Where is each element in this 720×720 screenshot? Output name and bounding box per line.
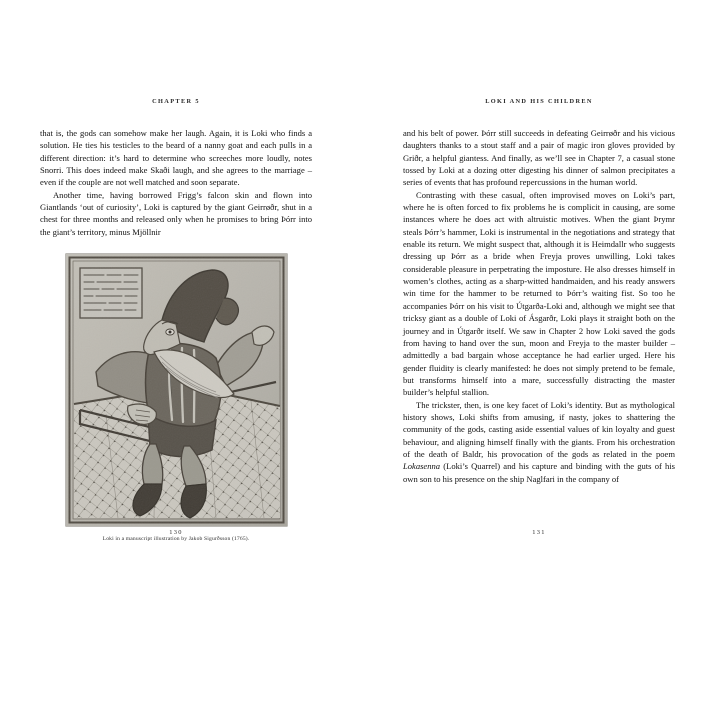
figure-caption: Loki in a manuscript illustration by Jakob Sigurðsson (1765). [102, 536, 250, 543]
folio-right: 131 [532, 529, 546, 536]
paragraph: that is, the gods can somehow make her laugh. Again, it is Loki who finds a solution. He ties his testicles to the beard of a nanny goat and each pulls in a different direction: it’s hard to determine who screeches more loudly, notes Snorri. This does indeed make Skaði laugh, and she agrees to the marriage – even if the couple are not well matched and soon separate. [40, 128, 312, 188]
figure-loki-illustration [40, 254, 312, 543]
left-page-body [40, 127, 312, 238]
illustration-image [66, 254, 287, 526]
running-head-right: LOKI AND HIS CHILDREN [485, 98, 593, 105]
text-after-title: (Loki’s Quarrel) and his capture and binding with the guts of his own son to his presence on the ship Naglfari in the company of [403, 461, 675, 484]
right-page-body [403, 127, 675, 485]
folio-left: 130 [169, 529, 183, 536]
paragraph: Contrasting with these casual, often improvised moves on Loki’s part, where he is often forced to fix problems he is complicit in causing, are some instances where he does act with altruistic motives. When the giant Þrymr steals Þórr’s hammer, Loki is instrumental in the negotiations and strategy that enable its return. We might suspect that, although it is Heimdallr who suggests dressing up Þórr as a bride when Freyja proves unwilling, Loki takes considerable pleasure in perpetrating the imposture. He also dresses himself in women’s clothes, acting as a sharp-witted handmaiden, and his ready answers win time for the hammer to be returned to Þórr’s waiting fist. So too he accompanies Þórr on his visit to Útgarða-Loki and, although we might see that tricksy giant as a double of Loki of Ásgarðr, Loki plays it straight both on the journey and in Útgarðr itself. We saw in Chapter 2 how Loki saved the gods from having to hand over the sun, moon and Freyja to the master builder – admittedly a bad bargain whose acceptance he had earlier urged. Here his gender fluidity is clearly manifested: he does not simply pretend to be female, but transforms himself into a mare, successfully distracting the master builder’s helpful stallion. [403, 189, 675, 398]
right-page [403, 98, 675, 628]
running-head-left: CHAPTER 5 [152, 98, 200, 105]
left-page [40, 98, 312, 628]
paragraph: and his belt of power. Þórr still succeeds in defeating Geirrøðr and his vicious daughters thanks to a stout staff and a pair of magic iron gloves provided by Griðr, a helpful giantess. And finally, as we’ll see in Chapter 7, a casual stone tossed by Loki at a dozing otter digesting his dinner of salmon precipitates a series of events that has profound repercussions in the human world. [403, 128, 675, 188]
paragraph: Another time, having borrowed Frigg’s falcon skin and flown into Giantlands ‘out of curiosity’, Loki is captured by the giant Geirrøðr, shut in a chest for three months and released only when he promises to bring Þórr into the giant’s territory, minus Mjöllnir [40, 189, 312, 237]
paragraph-with-italic-title [403, 399, 675, 485]
text-before-title: The trickster, then, is one key facet of Loki’s identity. But as mythological history shows, Loki shifts from amusing, if nasty, jokes to shattering the community of the gods, casting aside essential values of kin loyalty and guest behaviour, and aligning himself finally with the giants. From his orchestration of the death of Baldr, his provocation of the gods as related in the poem [403, 399, 675, 459]
italic-poem-title: Lokasenna [403, 461, 441, 472]
